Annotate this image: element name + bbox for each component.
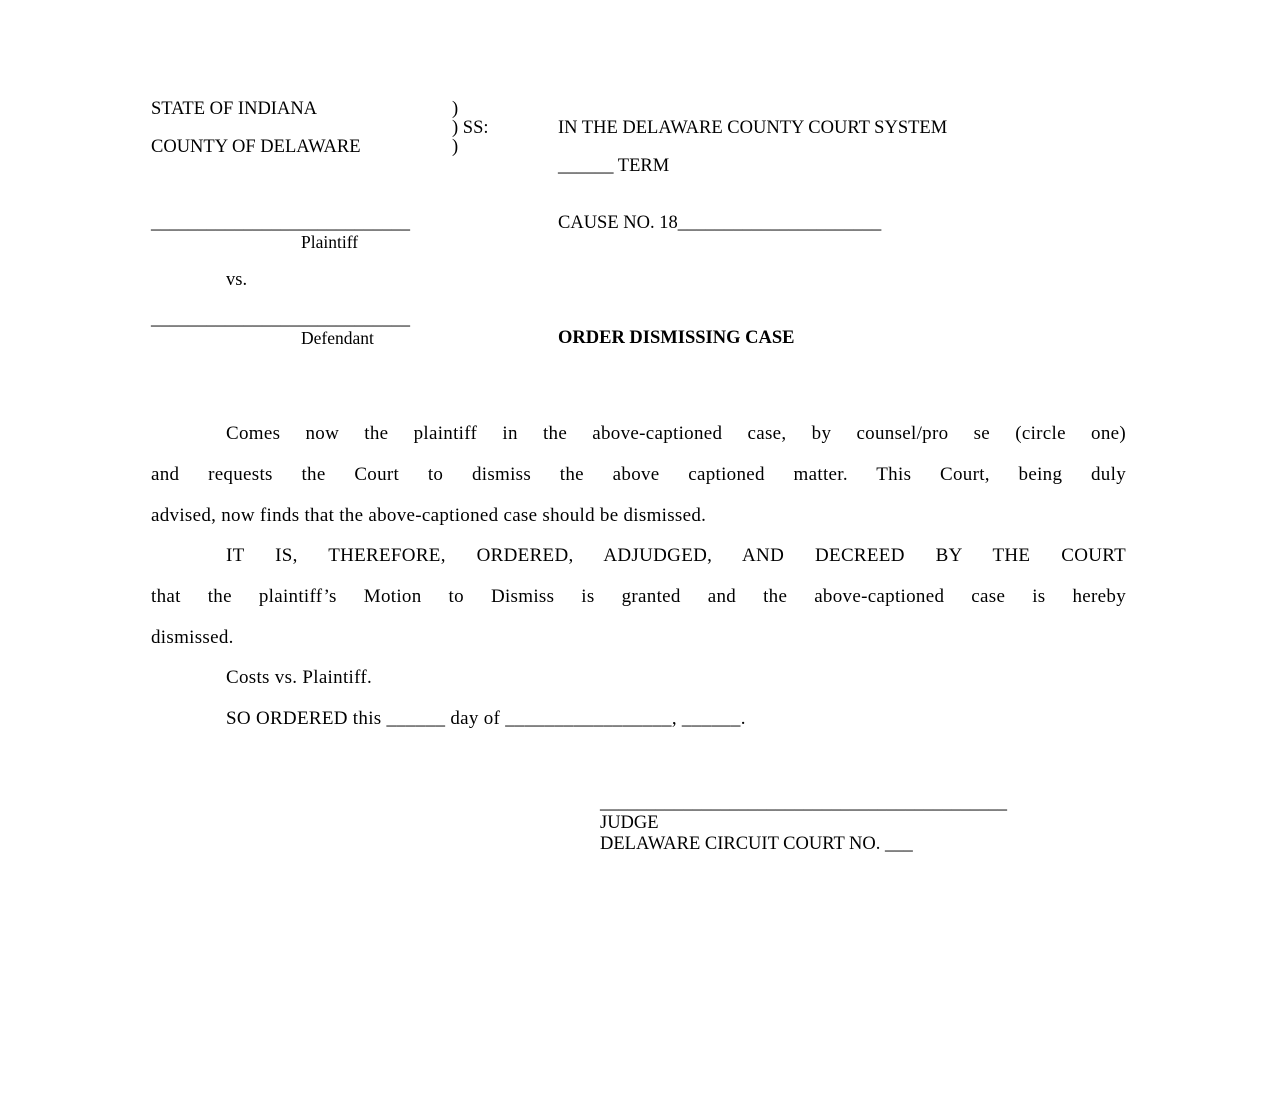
defendant-label: Defendant bbox=[301, 328, 374, 348]
term-line: ______ TERM bbox=[558, 156, 670, 176]
defendant-blank: ____________________________ bbox=[151, 309, 410, 329]
so-ordered-line: SO ORDERED this ______ day of _________________, ______. bbox=[226, 708, 746, 729]
paragraph-1-line-2: and requests the Court to dismiss the above captioned matter. This Court, being duly bbox=[151, 464, 1126, 485]
plaintiff-blank: ____________________________ bbox=[151, 213, 410, 233]
paragraph-2-line-3: dismissed. bbox=[151, 627, 234, 648]
court-number-line: DELAWARE CIRCUIT COURT NO. ___ bbox=[600, 834, 913, 854]
cause-number: CAUSE NO. 18______________________ bbox=[558, 213, 882, 233]
paragraph-2-line-2: that the plaintiff’s Motion to Dismiss is granted and the above-captioned case is hereby bbox=[151, 586, 1126, 607]
state-line: STATE OF INDIANA bbox=[151, 99, 318, 119]
costs-line: Costs vs. Plaintiff. bbox=[226, 667, 373, 688]
plaintiff-label: Plaintiff bbox=[301, 232, 359, 252]
judge-signature-line: ____________________________________________ bbox=[600, 793, 1007, 813]
ss-marker: ) SS: bbox=[452, 118, 489, 138]
document-title: ORDER DISMISSING CASE bbox=[558, 328, 795, 348]
paragraph-1-line-1: Comes now the plaintiff in the above-captioned case, by counsel/pro se (circle one) bbox=[226, 423, 1126, 444]
court-system-heading: IN THE DELAWARE COUNTY COURT SYSTEM bbox=[558, 118, 948, 138]
paragraph-2-line-1: IT IS, THEREFORE, ORDERED, ADJUDGED, AND DECREED BY THE COURT bbox=[226, 545, 1126, 566]
caption-paren-top: ) bbox=[452, 99, 459, 119]
caption-paren-bottom: ) bbox=[452, 137, 459, 157]
county-line: COUNTY OF DELAWARE bbox=[151, 137, 361, 157]
versus-label: vs. bbox=[226, 270, 248, 290]
paragraph-1-line-3: advised, now finds that the above-captioned case should be dismissed. bbox=[151, 505, 707, 526]
judge-title: JUDGE bbox=[600, 813, 659, 833]
